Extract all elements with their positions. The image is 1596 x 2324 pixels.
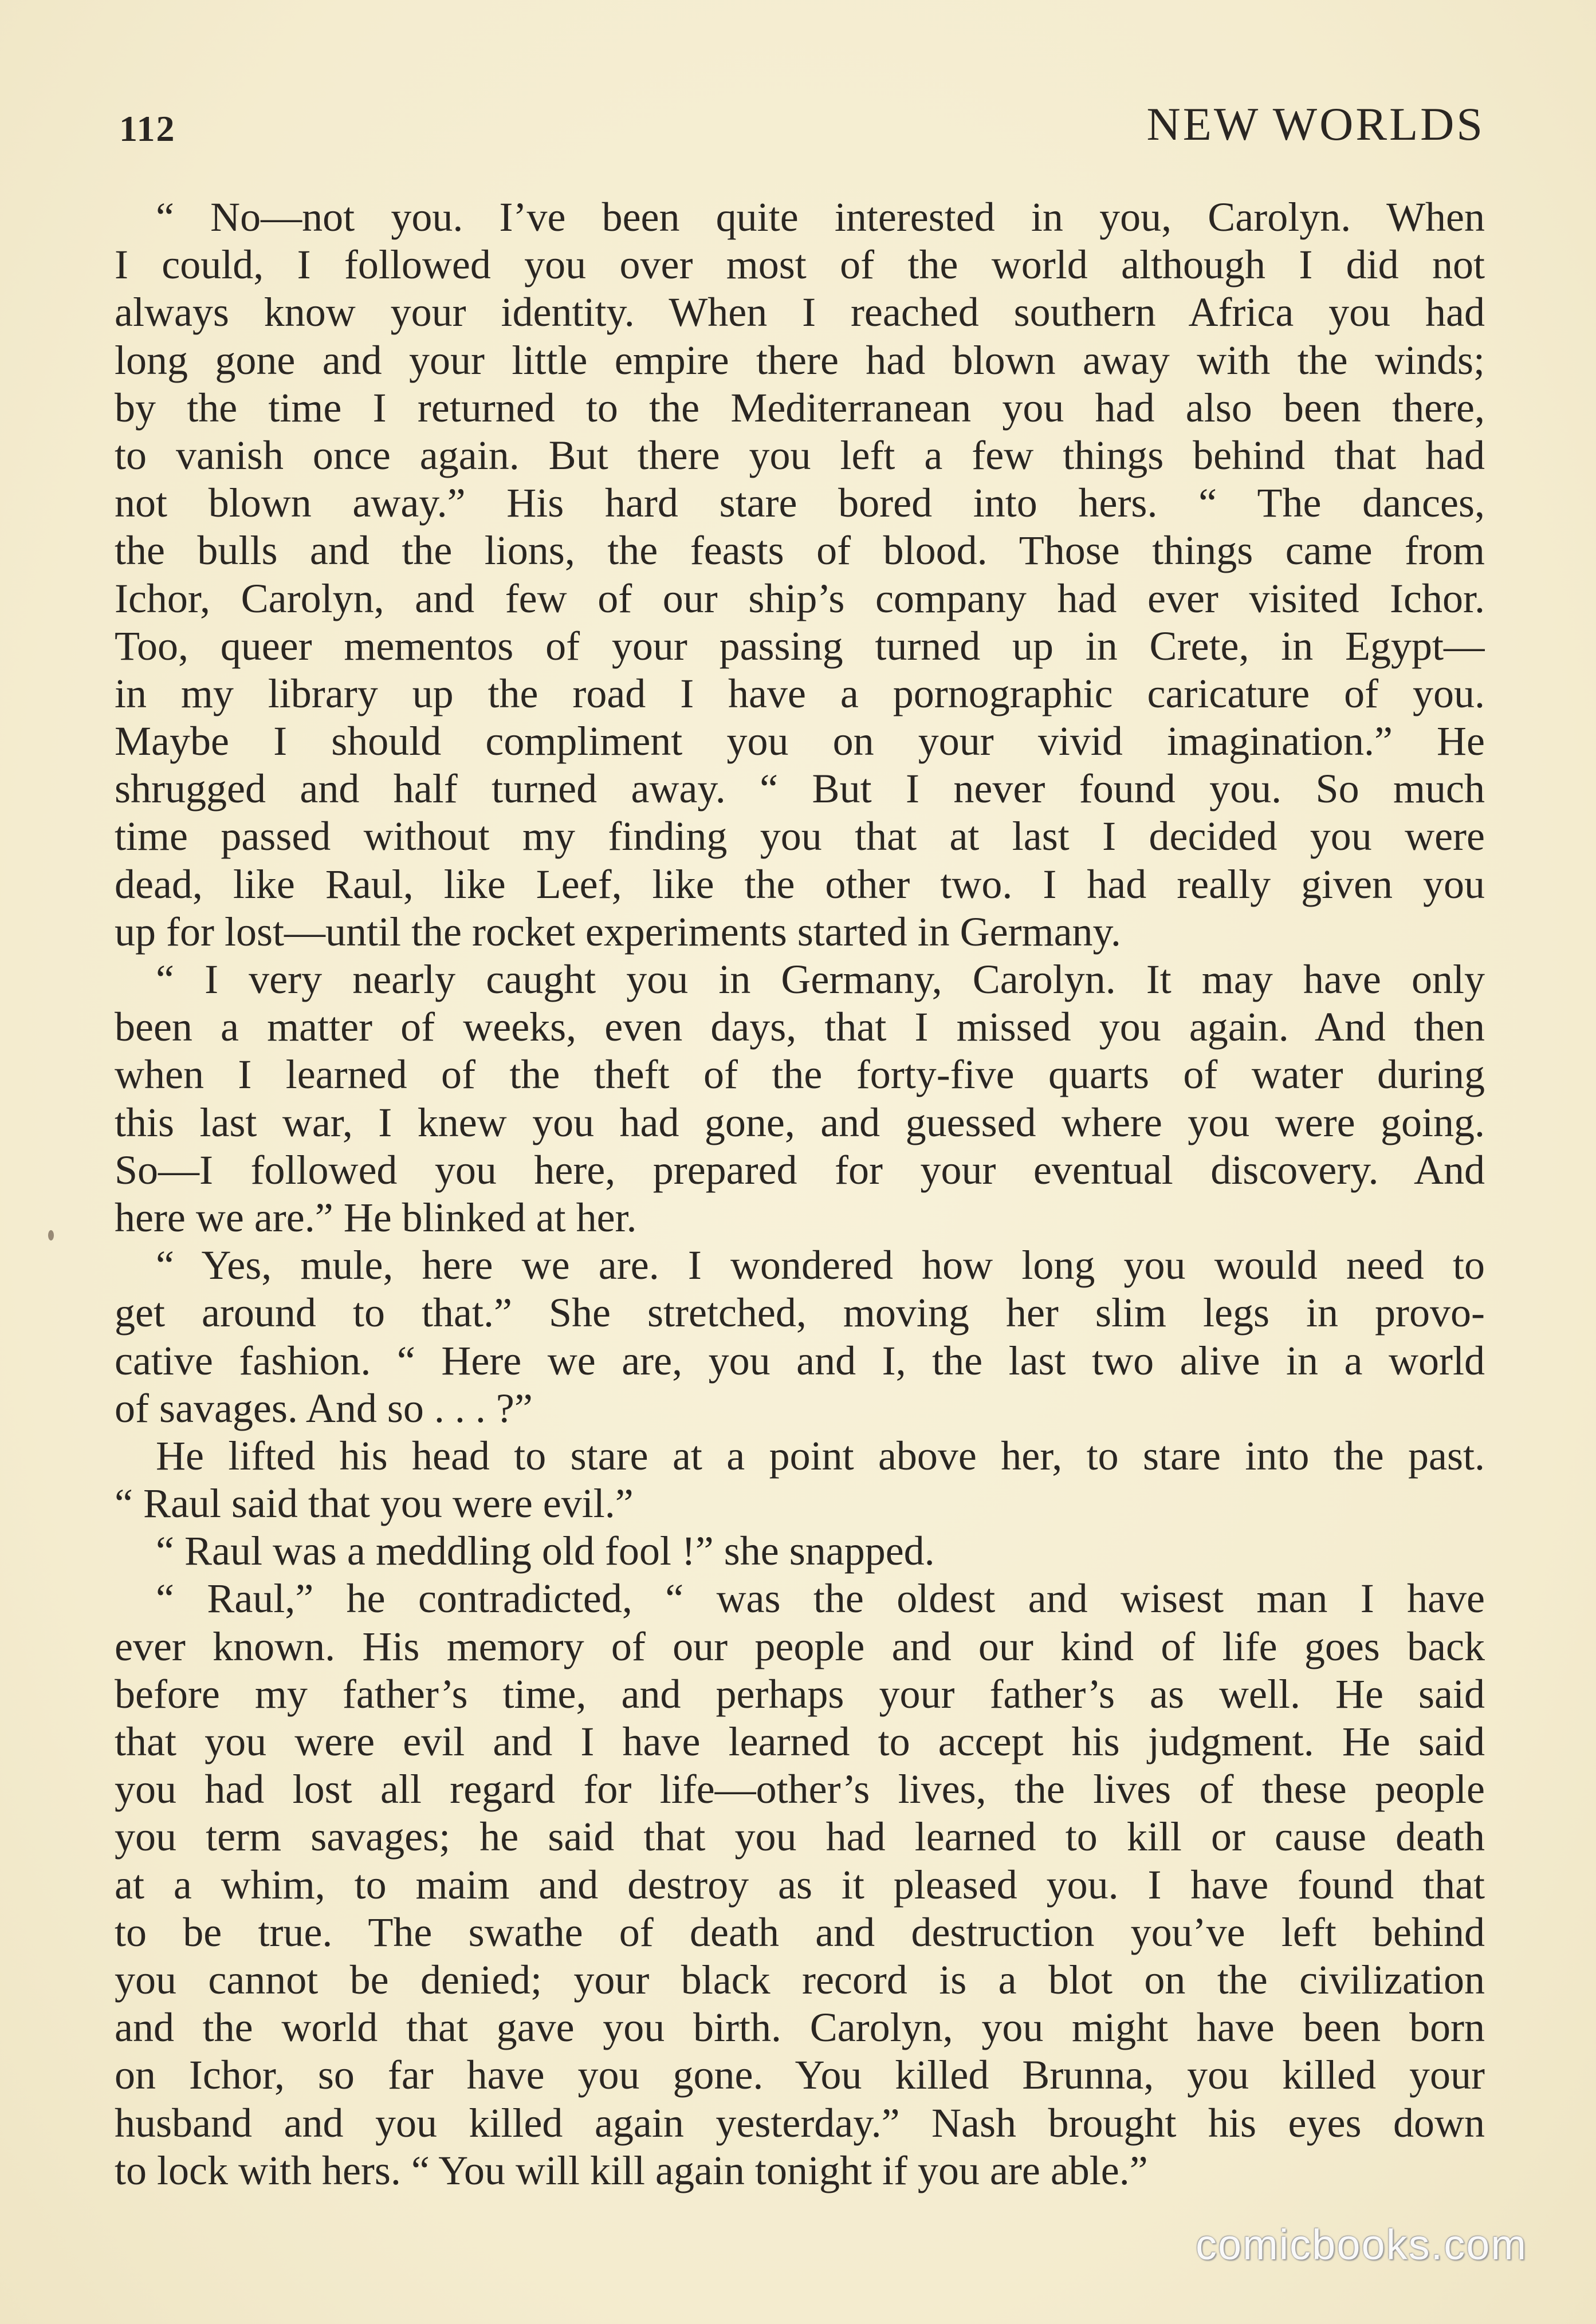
text-line: here we are.” He blinked at her. — [115, 1194, 637, 1240]
text-line: get around to that.” She stretched, moving her slim legs in provo- — [115, 1290, 1485, 1336]
text-line: of savages. And so . . . ?” — [115, 1385, 533, 1431]
text-line: always know your identity. When I reached southern Africa you had — [115, 289, 1485, 336]
text-line: the bulls and the lions, the feasts of blood. Those things came from — [115, 527, 1485, 574]
text-line: Ichor, Carolyn, and few of our ship’s company had ever visited Ichor. — [115, 575, 1485, 621]
text-line: Too, queer mementos of your passing turned up in Crete, in Egypt— — [115, 623, 1485, 669]
text-line: you cannot be denied; your black record is a blot on the civilization — [115, 1956, 1485, 2003]
text-line: in my library up the road I have a pornographic caricature of you. — [115, 670, 1485, 716]
text-line: dead, like Raul, like Leef, like the other two. I had really given you — [115, 861, 1485, 907]
text-line: “ Yes, mule, here we are. I wondered how long you would need to — [156, 1242, 1485, 1289]
text-line: and the world that gave you birth. Carolyn, you might have been born — [115, 2004, 1485, 2051]
text-line: before my father’s time, and perhaps your father’s as well. He said — [115, 1671, 1485, 1717]
running-head: NEW WORLDS — [1146, 98, 1485, 150]
text-line: this last war, I knew you had gone, and guessed where you were going. — [115, 1099, 1485, 1145]
text-line: cative fashion. “ Here we are, you and I, the last two alive in a world — [115, 1337, 1485, 1384]
text-line: when I learned of the theft of the forty-five quarts of water during — [115, 1051, 1485, 1098]
ink-blemish — [48, 1230, 54, 1240]
text-line: that you were evil and I have learned to accept his judgment. He said — [115, 1719, 1485, 1764]
text-line: So—I followed you here, prepared for your eventual discovery. And — [115, 1147, 1485, 1193]
text-line: shrugged and half turned away. “ But I never found you. So much — [115, 766, 1485, 812]
text-line: to be true. The swathe of death and destruction you’ve left behind — [115, 1909, 1485, 1955]
text-line: you had lost all regard for life—other’s lives, the lives of these people — [115, 1766, 1485, 1813]
text-line: by the time I returned to the Mediterranean you had also been there, — [115, 384, 1485, 431]
text-line: ever known. His memory of our people and our kind of life goes back — [115, 1623, 1485, 1669]
text-line: you term savages; he said that you had learned to kill or cause death — [115, 1814, 1485, 1860]
text-line: “ No—not you. I’ve been quite interested in you, Carolyn. When — [156, 194, 1485, 240]
text-line: Maybe I should compliment you on your vivid imagination.” He — [115, 718, 1485, 765]
text-line: “ Raul,” he contradicted, “ was the oldest and wisest man I have — [156, 1575, 1485, 1622]
text-line: I could, I followed you over most of the world although I did not — [115, 242, 1485, 288]
page-number: 112 — [119, 108, 176, 149]
text-line: to lock with hers. “ You will kill again tonight if you are able.” — [115, 2147, 1148, 2193]
text-line: long gone and your little empire there had blown away with the winds; — [115, 337, 1485, 383]
text-line: “ I very nearly caught you in Germany, Carolyn. It may have only — [156, 956, 1485, 1002]
text-line: at a whim, to maim and destroy as it pleased you. I have found that — [115, 1861, 1485, 1908]
watermark: comicbooks.com — [1195, 2221, 1527, 2268]
text-line: on Ichor, so far have you gone. You killed Brunna, you killed your — [115, 2052, 1485, 2098]
text-line: husband and you killed again yesterday.” Nash brought his eyes down — [115, 2100, 1485, 2146]
body-text — [115, 194, 1485, 2195]
text-line: been a matter of weeks, even days, that I missed you again. And then — [115, 1004, 1485, 1050]
text-line: up for lost—until the rocket experiments started in Germany. — [115, 908, 1121, 955]
page-header — [117, 97, 1485, 160]
text-line: “ Raul said that you were evil.” — [115, 1480, 634, 1527]
text-line: He lifted his head to stare at a point above her, to stare into the past. — [156, 1432, 1485, 1479]
text-line: to vanish once again. But there you left a few things behind that had — [115, 432, 1485, 478]
text-line: not blown away.” His hard stare bored into hers. “ The dances, — [115, 480, 1485, 526]
text-line: “ Raul was a meddling old fool !” she snapped. — [156, 1528, 935, 1574]
text-line: time passed without my finding you that at last I decided you were — [115, 813, 1485, 860]
